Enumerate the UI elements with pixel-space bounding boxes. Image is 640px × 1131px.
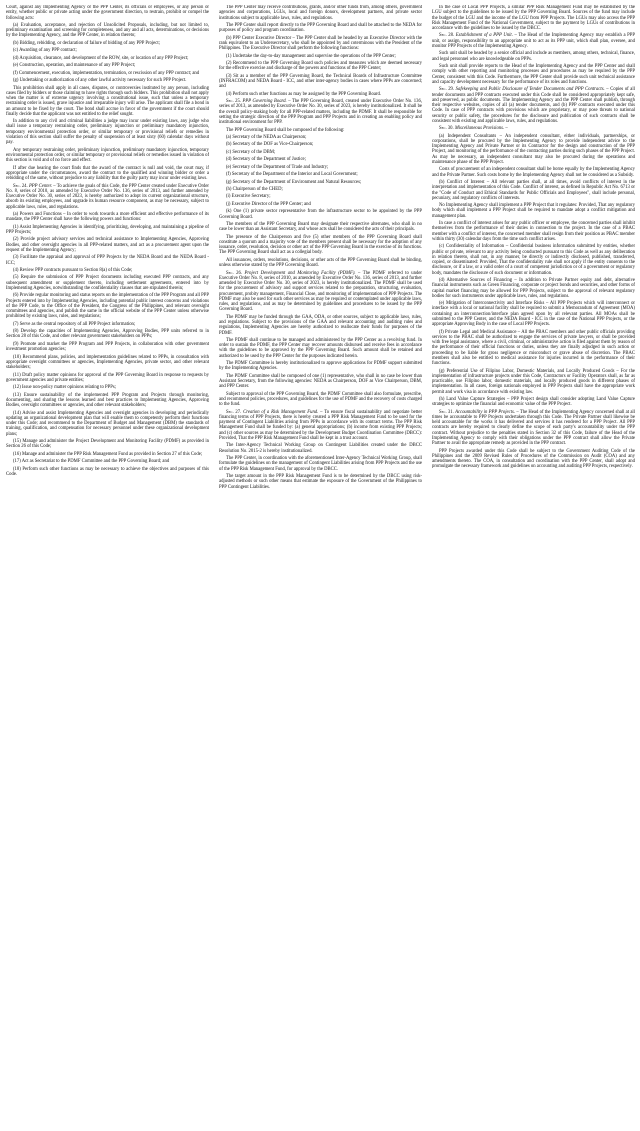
paragraph: The Inter-Agency Technical Working Group on Contingent Liabilities created under the DBCC Resolution No. 2015-2 is hereby institutionalized. [219,443,422,454]
section-number: Sec. 29. [439,87,455,93]
list-item: (a) Secretary of the NEDA as Chairperson; [226,134,307,140]
list-item: (13) Ensure sustainability of the implemented PPP Program and Projects through monitoring, documenting, and sharing the lessons learned and best practices to Implementing Agencies, Approving Bodies, oversight committees or agencies, and other relevant stakeholders; [6,392,209,409]
paragraph: Such unit shall provide reports to the Head of the Implementing Agency and the PPP Center and shall comply with other reporting and monitoring processes and procedures as may be required by the PPP Center, consistent with this Code. Furthermore, the PPP Center shall provide such unit technical assistance and capacity development necessary for the performance of its roles and functions. [432,64,635,85]
list-item: (k) One (1) private sector representative from the infrastructure sector to be appointed by the PPP Governing Board. [219,209,422,220]
list-item: (16) Manage and administer the PPP Risk Management Fund as provided in Section 27 of this Code; [13,451,203,457]
list-item: (1) Undertake the day-to-day management and supervise the operations of the PPP Center; [226,53,396,59]
list-item: (c) Confidentiality of Information – Confidential business information submitted by entities, whether public or private, relevant to any activity being conducted pursuant to this Code as well as any deliberation in relation thereto, shall not, in any manner, be directly or indirectly disclosed, published, transferred, copied, or disseminated: Provided, That the confidentiality rule shall not apply if the entity consents to the disclosure, or if a law, or a valid order of a court of competent jurisdiction or of a government or regulatory body, mandates the disclosure of such document or information. [432,244,635,276]
section-body: – [504,126,508,132]
list-item: (1) Assist Implementing Agencies in identifying, prioritizing, developing, and maintaining a pipeline of PPP Projects; [6,224,209,235]
section-paragraph [6,184,209,210]
list-item: (11) Draft policy matter opinions for approval of the PPP Governing Board in response to requests by government agencies and private entities; [6,372,209,383]
section-body: – The Head of the Implementing Agency concerned shall at all times be accountable to PPP Projects undertaken through this Code. The Private Partner shall likewise be held accountable for the works it has delivered and services it has rendered for a PPP Project. All PPP contracts are hereby required to clearly define the scope of each party's accountability under the PPP contract. Without prejudice to the penalties stated in Section 32 of this Code, failure of the Head of the Implementing Agency to comply with their obligations under the PPP contract shall allow the Private Partner to avail the appropriate remedy as provided in the PPP contract. [432,409,635,447]
list-item: (e) Construction, operation, and maintenance of any PPP Project; [13,63,136,69]
list-item: (c) Awarding of any PPP contract; [13,48,77,54]
paragraph: The presence of the Chairperson and five (5) other members of the PPP Governing Board shall constitute a quorum and a majority vote of the members present shall be necessary for the adoption of any issuance, order, resolution, decision or other act of the PPP Governing Board in the exercise of its functions. The PPP Governing Board shall act as a collegial body. [219,234,422,256]
list-item: (a) Independent Consultants – An independent consultant, either individuals, partnerships, or corporations, shall be procured by the Implementing Agency to provide independent advice to the Implementing Agency and Private Partner or its Contractor for the design and construction of the PPP Project, and monitoring of the performance of the contracting parties during such phases of the PPP Project. As may be necessary, an independent consultant may also be procured during the operations and maintenance phase of the PPP Project. [432,133,635,165]
list-item: (14) Advise and assist Implementing Agencies and oversight agencies in developing and periodically updating an organizational development plan that will enable them to competently perform their functions under this Code; and recommend to the Department of Budget and Management (DBM) the standards of training, qualification, and compensation for necessary personnel under these organizational development plans; [6,410,209,437]
section-paragraph [432,87,635,124]
list-item: (2) Recommend to the PPP Governing Board such policies and measures which are deemed necessary for the effective exercise and discharge of the powers and functions of the PPP Center; [219,61,422,72]
paragraph: The PDMF Committee is hereby institutionalized to approve applications for PDMF support submitted by the Implementing Agencies. [219,361,422,372]
list-item: (b) Conflict of Interest – All relevant parties shall, at all times, avoid conflicts of interest in the interpretation and implementation of this Code. Conflict of interest, as defined in Republic Act No. 6713 or the "Code of Conduct and Ethical Standards for Public Officials and Employees", shall include personal, pecuniary, and regulatory conflicts of interests. [432,180,635,201]
paragraph: Court, against any Implementing Agency or the PPP Center, its officials or employees, or any person or entity, whether public or private acting under the government direction, to restrain, prohibit or compel the following acts: [6,5,209,21]
list-item: (4) Review PPP contracts pursuant to Section 8(a) of this Code; [13,267,133,273]
section-title: Establishment of a PPP Unit. [455,33,513,39]
section-number: Sec. 30. [439,126,454,132]
paragraph: Such unit shall be headed by a senior official and include as members, among others, technical, finance, and legal personnel who are knowledgeable on PPPs. [432,51,635,62]
paragraph: (a) Powers and Functions – In order to work towards a more efficient and effective performance of its mandate, the PPP Center shall have the following powers and functions: [6,211,209,223]
list-item: (h) Chairperson of the CHED; [226,187,283,192]
paragraph: (b) PPP Center Executive Director – The PPP Center shall be headed by an Executive Director with the rank equivalent to an Undersecretary, who shall be appointed by and coterminous with the President of the Philippines. The Executive Director shall perform the following functions: [219,35,422,52]
paragraph: The PPP Governing Board shall be composed of the following: [226,127,345,133]
list-item: (9) Promote and market the PPP Program and PPP Projects, in collaboration with other government investment promotion agencies; [6,341,209,353]
list-item: (d) Acquisition, clearance, and development of the ROW, site, or location of any PPP Project; [13,55,189,61]
paragraph: The PPP Center may receive contributions, grants, and/or other funds from, among others, government agencies and corporations, LGUs, local and foreign donors, development partners, and private sector institutions subject to applicable laws, rules, and regulations. [219,5,422,21]
list-item: (4) Perform such other functions as may be assigned by the PPP Governing Board. [226,91,382,97]
list-item: (12) Issue non-policy matter opinions relating to PPPs; [13,385,116,391]
section-title: PPP Governing Board. [242,99,287,105]
list-item: (3) Facilitate the appraisal and approval of PPP Projects by the NEDA Board and the NEDA Board - ICC; [6,255,209,266]
section-body: – The PDMF referred to under Executive Order No. 8, series of 2010, as amended by Executive Order No. 136, series of 2013, and further amended by Executive Order No. 30, series of 2023, is hereby institutionalized. The PDMF shall be used for the procurement of advisory and support services related to the preparation, structuring, evaluation, procurement, probity management, Financial Close, and monitoring of implementation of PPP Projects. The PDMF may also be used for such other services as may be required or contemplated under applicable laws, rules, and regulations, and as may be determined by guidelines and procedures to be issued by the PPP Governing Board. [219,270,422,313]
section-title: PPP Center. [28,183,53,189]
text-column-right [432,5,635,1127]
paragraph: PPP Projects awarded under this Code shall be subject to the Government Auditing Code of the Philippines and the 2009 Revised Rules of Procedures of the Commission on Audit (COA) and any amendments thereto. The COA, in consultation and coordination with the PPP Center, shall adopt and promulgate the necessary framework and guidelines on accounting and auditing PPP Projects, respectively. [432,448,635,470]
paragraph: If after due hearing the court finds that the award of the contract is null and void, the court may, if appropriate under the circumstances, award the contract to the qualified and winning bidder or order a rebidding of the same, without prejudice to any liability that the guilty party may incur under existing laws. [6,165,209,182]
paragraph: The target amount in the PPP Risk Management Fund is to be determined by the DBCC using risk-adjusted methods or such other means that estimate the exposure of the Government of the Philippines to PPP Contingent Liabilities. [219,474,422,490]
list-item: (f) Commencement, execution, implementation, termination, or rescission of any PPP contract; and [13,70,200,76]
section-number: Sec. 31. [439,409,454,415]
list-item: (c) Secretary of the DBM; [226,149,276,155]
section-paragraph [219,410,422,442]
section-number: Sec. 25. [226,99,241,105]
paragraph: All issuances, orders, resolutions, decisions, or other acts of the PPP Governing Board shall be binding, unless otherwise stated by the PPP Governing Board. [219,257,422,269]
paragraph: No Implementing Agency shall implement a PPP Project that it regulates: Provided, That any regulatory body which shall implement a PPP Project shall be required to mandate adopt a conflict mitigation and management plan. [432,203,635,219]
paragraph: The PPP Center shall report directly to the PPP Governing Board and shall be attached to the NEDA for purposes of policy and program coordination. [219,22,422,34]
list-item: (17) Act as Secretariat to the PDMF Committee and the PPP Governing Board; and [13,459,170,465]
section-title: Creation of a Risk Management Fund. [243,409,319,415]
list-item: (b) Secretary of the DOF as Vice-Chairperson; [226,142,314,148]
paragraph: In case a conflict of interest arises for any public officer or employee, the concerned parties shall inhibit themselves from the performance of their duties in connection to the project. In the case of a PBAC member with a conflict of interest, the concerned member shall resign from their position as PBAC member within thirty (30) calendar days from the time such conflict arises. [432,221,635,242]
list-item: (f) Private Legal and Medical Assistance – All the PBAC members and other public officials providing services to the PBAC shall be authorized to engage the services of private lawyers, or shall be provided with free legal assistance, where a civil, criminal, or administrative action is filed against them by reason of the performance of their official functions or duties, unless they are finally adjudged in such action or proceeding to be liable for gross negligence or misconduct or grave abuse of discretion. The PBAC members shall also be entitled to medical assistance for injuries incurred in the performance of their functions. [432,329,635,367]
list-item: (6) Provide regular monitoring and status reports on the implementation of the PPP Program and all PPP Projects entered into by Implementing Agencies, including potential public interest concerns and violations of the PPP Code, to the Office of the President, the Congress of the Philippines, and relevant oversight committees and agencies, and publish the same in the official website of the PPP Center unless otherwise prohibited by existing laws, rules, and regulations; [6,293,209,320]
section-body: – The Head of the Implementing Agency may establish a PPP unit, or assign, responsibility to an appropriate unit to act as its PPP unit, which shall plan, oversee, and monitor PPP Projects of the Implementing Agency. [432,33,635,49]
list-item: (3) Sit as a member of the PPP Governing Board, the Technical Boards of Infrastructure Committee (INFRACOM) and NEDA Board - ICC, and other inter-agency bodies in cases where PPPs are concerned; and [219,73,422,90]
section-number: Sec. 26. [226,270,242,276]
list-item: (5) Require the submission of PPP Project documents including executed PPP contracts, and any subsequent amendment or supplement thereto, including settlement agreements, entered into by Implementing Agencies, notwithstanding the confidentiality clauses that are stipulated therein; [6,275,209,291]
section-paragraph [432,126,635,131]
section-body: – To achieve the goals of this Code, the PPP Center created under Executive Order No. 8, series of 2010, as amended by Executive Order No. 136, series of 2013, and further amended by Executive Order No. 30, series of 2023, is hereby authorized to adopt its current organizational structure, absorb its existing employees, and upgrade its human resource component, as may be necessary, subject to applicable laws, rules, and regulations. [6,183,209,210]
paragraph: Any temporary restraining order, preliminary injunction, preliminary mandatory injunction, temporary environmental protection order, or similar temporary or provisional reliefs or remedies issued in violation of this section is void and of no force and effect. [6,147,209,164]
paragraph: This prohibition shall apply in all cases, disputes, or controversies instituted by any person, including cases filed by bidders or those claiming to have rights through such bidders. This prohibition shall not apply when the matter is of extreme urgency involving a constitutional issue, such that unless a temporary restraining order is issued, grave injustice and irreparable injury will arise. The applicant shall file a bond in an amount to be fixed by the court. The bond shall accrue in favor of the government if the court should finally decide that the applicant was not entitled to the relief sought. [6,85,209,117]
paragraph: The PDMF may be funded through the GAA, ODA, or other sources, subject to applicable laws, rules, and regulations. Subject to the provisions of the GAA and relevant accounting and auditing rules and regulations, Implementing Agencies are hereby authorized to reallocate their funds for purposes of the PDMF. [219,314,422,336]
paragraph: The members of the PPP Governing Board may designate their respective alternates, who shall in no case be lower than an Assistant Secretary, and whose acts shall be considered the acts of their principals. [219,222,422,233]
list-item: (2) Provide project advisory services and technical assistance to Implementing Agencies, Approving Bodies, and other oversight agencies in all PPP-related matters, and act as a procurement agent upon the request of the Implementing Agency; [6,237,209,253]
section-body: – Copies of all tender documents and PPP contracts executed under this Code shall be considered appropriately kept safe, and preserved, as public documents. The Implementing Agency and the PPP Center shall publish, through their respective websites, copies of all (a) tender documents, and (b) PPP contracts executed under this Code. In case of PPP contracts with provisions which are proprietary, or may pose threats to national security or public safety, the procedures for the disclosure and publication of such contracts shall be consistent with existing and applicable laws, rules, and regulations. [432,87,635,124]
paragraph: In addition to any civil and criminal liabilities a judge may incur under existing laws, any judge who shall issue a temporary restraining order, preliminary injunction or preliminary mandatory injunction, temporary environmental protection order, or similar temporary or provisional reliefs or remedies in violation of this section shall suffer the penalty of suspension of at least sixty (60) calendar days without pay. [6,119,209,146]
paragraph: In the case of Local PPP Projects, a similar PPP Risk Management Fund may be established by the LGU subject to the guidelines to be issued by the PPP Governing Board. Sources of the fund may include the budget of the LGU and the income of the LGU from PPP Projects. The LGUs may also access the PPP Risk Management Fund of the National Government, subject to the payment by LGUs of contributions in accordance with the guidelines to be issued by the DBCC. [432,5,635,31]
list-item: (e) Mitigation of Interconnectivity and Interface Risks – All PPP Projects which will interconnect or interface with a local or national facility shall be required to submit a Memorandum of Agreement (MOA) containing an interconnection/interface plan agreed upon by all relevant parties. All MOAs shall be submitted to the PPP Center, and the NEDA Board - ICC in the case of the National PPP Projects, or the appropriate Approving Body in the case of Local PPP Projects. [432,301,635,328]
section-body: – The PPP Governing Board, created under Executive Order No. 136, series of 2013, as amended by Executive Order No. 30, series of 2023, is hereby institutionalized. It shall be the overall policy-making body for all PPP-related matters, including the PDMF. It shall be responsible for setting the strategic direction of the PPP Program and PPP Projects and in creating an enabling policy and institutional environment for PPP. [219,99,422,126]
section-paragraph [432,410,635,447]
paragraph: The PPP Center, in coordination with the aforementioned Inter-Agency Technical Working Group, shall formulate the guidelines on the management of Contingent Liabilities arising from PPP Projects and the use of the PPP Risk Management Fund, for approval by the DBCC. [219,456,422,472]
list-item: (d) Secretary of the Department of Justice; [226,157,306,163]
text-column-left [6,5,209,1127]
list-item: (b) Bidding, rebidding, or declaration of failure of bidding of any PPP Project; [13,40,160,46]
paragraph: Subject to approval of the PPP Governing Board, the PDMF Committee shall also formulate, prescribe, and recommend policies, procedures, and guidelines for the use of PDMF and the recovery of costs charged to the fund. [219,391,422,408]
list-item: (8) Develop the capacities of Implementing Agencies, Approving Bodies, PPP units referred to in Section 28 of this Code, and other relevant government stakeholders on PPPs; [6,329,209,340]
section-title: Safekeeping and Public Disclosure of Tender Documents and PPP Contracts. [455,87,605,93]
section-title: Project Development and Monitoring Facility (PDMF). [244,270,356,276]
list-item: (h) Land Value Capture Strategies – PPP Project design shall consider adopting Land Value Capture strategies to optimize the financial and economic value of the PPP Project. [432,397,635,408]
list-item: (i) Executive Secretary; [226,194,271,200]
text-column-middle [219,5,422,1127]
paragraph: Costs of procurement of an independent consultant shall be borne equally by the Implementing Agency and the Private Partner. Such costs borne by the Implementing Agency shall not be considered as a Subsidy. [432,167,635,178]
list-item: (j) Executive Director of the PPP Center; and [226,201,311,207]
paragraph: The PDMF shall continue to be managed and administered by the PPP Center as a revolving fund. In order to sustain the PDMF, the PPP Center may recover amounts disbursed and receive fees in accordance with the guidelines to be approved by the PPP Governing Board. Such amount shall be retained and authorized to be used by the PPP Center for the purposes indicated herein. [219,337,422,359]
paragraph: The PDMF Committee shall be composed of one (1) representative, who shall in no case be lower than Assistant Secretary, from the following agencies: NEDA as Chairperson, DOF as Vice Chairperson, DBM, and PPP Center. [219,373,422,390]
list-item: (7) Serve as the central repository of all PPP Project information; [13,321,136,327]
section-title: Miscellaneous Provisions. [454,126,505,132]
section-number: Sec. 27. [226,409,242,415]
section-paragraph [219,99,422,125]
list-item: (g) Undertaking or authorization of any other lawful activity necessary for such PPP Project. [13,78,187,84]
list-item: (f) Secretary of the Department of the Interior and Local Government; [226,172,358,178]
list-item: (15) Manage and administer the Project Development and Monitoring Facility (PDMF) as provided in Section 26 of this Code; [6,439,209,450]
list-item: (g) Preferential Use of Filipino Labor, Domestic Materials, and Locally Produced Goods – For the implementation of infrastructure projects under this Code, Contractors or Facility Operators shall, as far as practicable, use Filipino labor, domestic materials, and locally produced goods in different phases of implementation. In all cases, foreign nationals employed in PPP Projects shall have the appropriate work permit and work visa in accordance with existing law. [432,368,635,395]
list-item: (10) Recommend plans, policies, and implementation guidelines related to PPPs, in consultation with appropriate oversight committees or agencies, Implementing Agencies, private sector, and other relevant stakeholders; [6,354,209,371]
list-item: (18) Perform such other functions as may be necessary to achieve the objectives and purposes of this Code. [6,466,209,477]
list-item: (d) Alternative Sources of Financing – In addition to Private Partner equity and debt, alternative financial instruments such as Green Financing, corporate or project bonds and securities, and other forms of capital market financing may be allowed for PPP Projects, subject to the approval of relevant regulatory bodies for such instruments under applicable laws, rules, and regulations. [432,278,635,299]
section-paragraph [432,33,635,49]
section-title: Accountability in PPP Projects. [455,409,516,415]
list-item: (g) Secretary of the Department of Environment and Natural Resources; [226,179,362,185]
list-item: (a) Evaluation, acceptance, and rejection of Unsolicited Proposals, including, but not limited to, preliminary examination and screening for completeness, and any and all acts, determinations, or decisions by the Implementing Agency, and the PPP Center, in relation thereto; [6,22,209,39]
section-number: Sec. 24. [13,183,28,189]
section-paragraph [219,271,422,313]
section-number: Sec. 28. [439,33,455,39]
list-item: (e) Secretary of the Department of Trade and Industry; [226,164,329,170]
section-body: – To ensure fiscal sustainability and negotiate better financing terms of PPP Projects, there is hereby created a PPP Risk Management Fund to be used for the payment of Contingent Liabilities arising from PPPs in accordance with its contract terms. The PPP Risk Management Fund shall be funded by: (a) general appropriations; (b) income from existing PPP Projects; and (c) other sources as may be determined by the Development Budget Coordination Committee (DBCC): Provided, That the PPP Risk Management Fund shall be kept in a trust account. [219,409,422,441]
